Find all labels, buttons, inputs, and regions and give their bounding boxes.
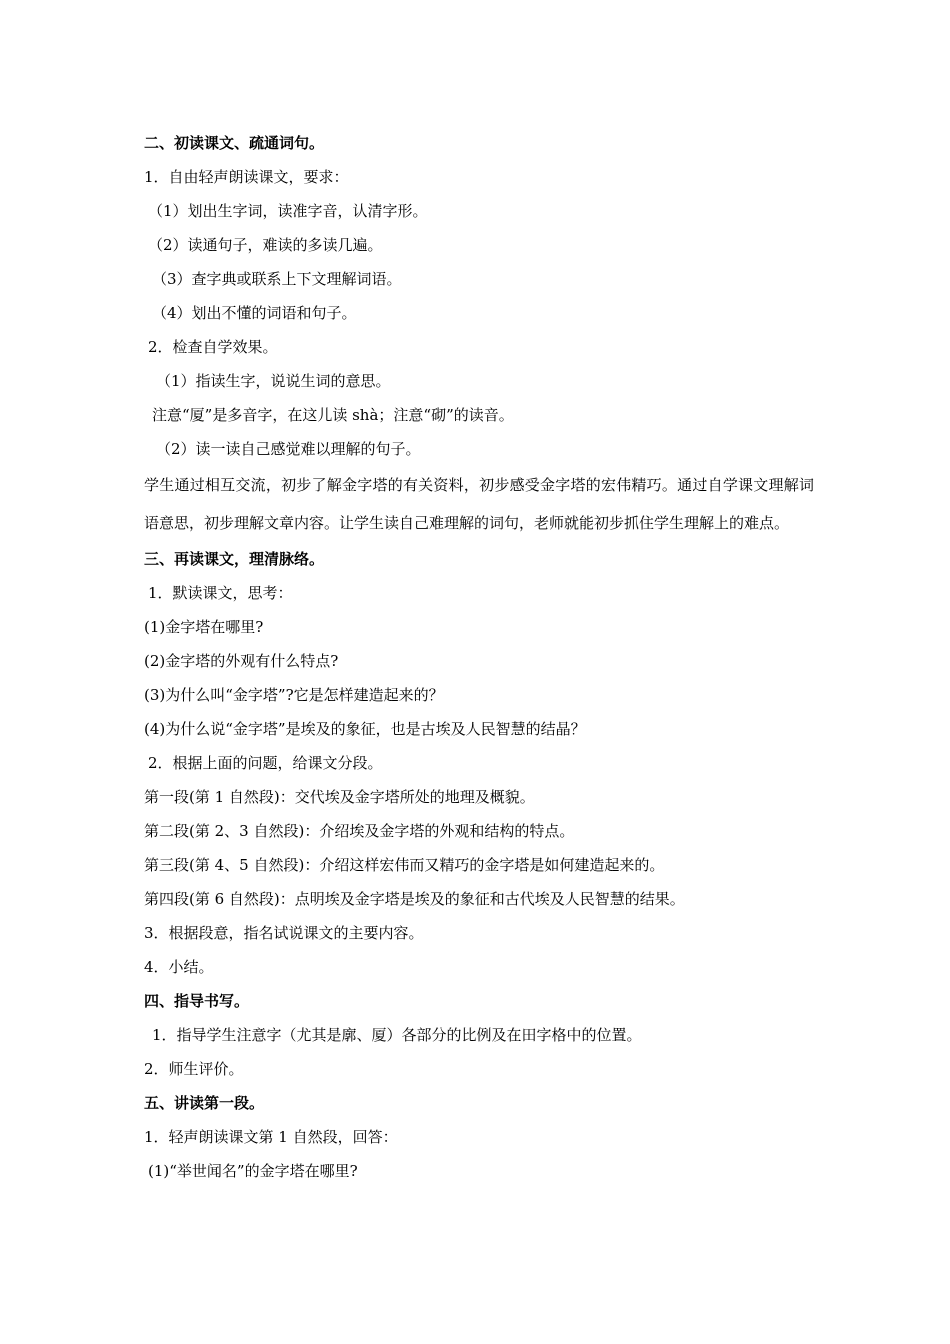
- text-line: (1)金字塔在哪里?: [144, 618, 264, 636]
- text-line: (2)金字塔的外观有什么特点?: [144, 652, 339, 670]
- section-heading: 四、指导书写。: [144, 992, 250, 1010]
- body-paragraph: 学生通过相互交流，初步了解金字塔的有关资料，初步感受金字塔的宏伟精巧。通过自学课文理解词语意思，初步理解文章内容。让学生读自己难理解的词句，老师就能初步抓住学生理解上的难点。: [144, 476, 814, 532]
- text-line: 4．小结。: [144, 958, 214, 976]
- text-line: 2．检查自学效果。: [148, 338, 278, 356]
- text-line: （2）读通句子，难读的多读几遍。: [148, 236, 383, 254]
- text-line: 第四段(第 6 自然段)：点明埃及金字塔是埃及的象征和古代埃及人民智慧的结果。: [144, 890, 685, 908]
- text-line: 1．自由轻声朗读课文，要求：: [144, 168, 349, 186]
- text-line: （3）查字典或联系上下文理解词语。: [152, 270, 402, 288]
- text-line: （1）划出生字词，读准字音，认清字形。: [148, 202, 428, 220]
- text-line: （2）读一读自己感觉难以理解的句子。: [156, 440, 421, 458]
- text-line: 2．师生评价。: [144, 1060, 244, 1078]
- text-line: （1）指读生字，说说生词的意思。: [156, 372, 391, 390]
- text-line: 第三段(第 4、5 自然段)：介绍这样宏伟而又精巧的金字塔是如何建造起来的。: [144, 856, 665, 874]
- text-line: 1．轻声朗读课文第 1 自然段，回答：: [144, 1128, 398, 1146]
- text-line: 2．根据上面的问题，给课文分段。: [148, 754, 383, 772]
- text-line: 1．指导学生注意字（尤其是廓、厦）各部分的比例及在田字格中的位置。: [152, 1026, 642, 1044]
- text-line: 1．默读课文，思考：: [148, 584, 293, 602]
- text-line: （4）划出不懂的词语和句子。: [152, 304, 357, 322]
- text-line: 第二段(第 2、3 自然段)：介绍埃及金字塔的外观和结构的特点。: [144, 822, 575, 840]
- text-line: (3)为什么叫“金字塔”?它是怎样建造起来的？: [144, 686, 444, 704]
- text-line: 注意“厦”是多音字，在这儿读 shà；注意“砌”的读音。: [152, 406, 514, 424]
- text-line: 第一段(第 1 自然段)：交代埃及金字塔所处的地理及概貌。: [144, 788, 535, 806]
- section-heading: 五、讲读第一段。: [144, 1094, 265, 1112]
- section-heading: 二、初读课文、疏通词句。: [144, 134, 325, 152]
- text-line: (4)为什么说“金字塔”是埃及的象征，也是古埃及人民智慧的结晶？: [144, 720, 586, 738]
- section-heading: 三、再读课文，理清脉络。: [144, 550, 325, 568]
- text-line: (1)“举世闻名”的金字塔在哪里?: [148, 1162, 358, 1180]
- document-body: [144, 126, 814, 1188]
- text-line: 3．根据段意，指名试说课文的主要内容。: [144, 924, 424, 942]
